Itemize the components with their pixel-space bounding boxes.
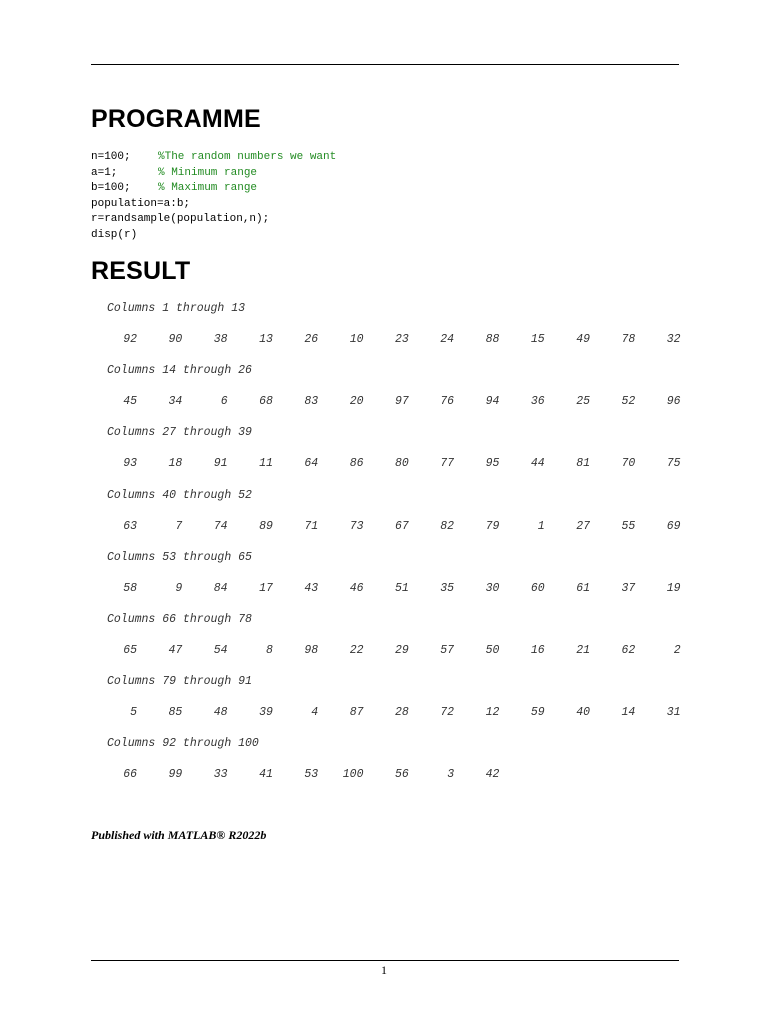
value-cell: 87 — [349, 706, 364, 720]
page-number: 1 — [381, 963, 387, 977]
value-cell: 85 — [168, 706, 183, 720]
value-cell: 63 — [123, 519, 137, 533]
value-cell: 21 — [576, 644, 590, 657]
value-cell: 14 — [621, 706, 636, 720]
value-cell: 43 — [304, 581, 319, 595]
value-cell: 19 — [666, 581, 681, 595]
value-cell: 100 — [342, 768, 364, 782]
value-cell: 66 — [123, 768, 137, 782]
value-cell: 70 — [621, 457, 636, 471]
value-cell: 96 — [666, 395, 681, 409]
columns-header: Columns 92 through 100 — [107, 737, 259, 751]
value-cell: 48 — [213, 706, 228, 720]
value-cell: 93 — [123, 457, 137, 471]
value-cell: 39 — [259, 706, 273, 720]
value-cell: 64 — [304, 457, 319, 471]
value-cell: 84 — [213, 581, 228, 595]
result-heading: RESULT — [91, 257, 191, 285]
value-cell: 45 — [123, 395, 137, 409]
value-cell: 42 — [485, 768, 500, 782]
value-cell: 40 — [576, 706, 590, 720]
value-cell: 73 — [349, 519, 364, 533]
value-cell: 27 — [576, 519, 590, 533]
value-cell: 54 — [213, 644, 228, 657]
value-cell: 33 — [213, 768, 228, 782]
value-cell: 60 — [530, 581, 545, 595]
value-cell: 52 — [621, 395, 636, 409]
value-cell: 29 — [394, 644, 409, 657]
value-cell: 77 — [440, 457, 455, 471]
value-cell: 36 — [530, 395, 545, 409]
code-statement: n=100; — [91, 151, 131, 163]
value-cell: 5 — [130, 706, 137, 720]
columns-header: Columns 79 through 91 — [107, 675, 252, 689]
value-cell: 8 — [265, 644, 273, 657]
value-cell: 3 — [447, 768, 455, 782]
value-cell: 46 — [349, 581, 364, 595]
value-cell: 74 — [213, 519, 228, 533]
value-cell: 34 — [168, 395, 183, 409]
value-cell: 90 — [168, 333, 183, 346]
value-cell: 95 — [485, 457, 500, 471]
value-cell: 9 — [175, 581, 183, 595]
value-cell: 17 — [259, 581, 273, 595]
value-cell: 49 — [576, 333, 590, 346]
code-comment: % Minimum range — [158, 166, 258, 179]
columns-header: Columns 53 through 65 — [107, 550, 252, 564]
value-cell: 41 — [259, 768, 273, 782]
value-cell: 57 — [440, 644, 455, 657]
value-cell: 31 — [666, 706, 681, 720]
value-cell: 32 — [666, 333, 681, 346]
value-cell: 59 — [530, 706, 545, 720]
values-row — [0, 395, 768, 409]
values-row — [0, 644, 768, 658]
value-cell: 53 — [304, 768, 319, 782]
value-cell: 65 — [123, 644, 137, 657]
value-cell: 98 — [304, 644, 319, 657]
value-cell: 89 — [259, 519, 273, 533]
value-cell: 61 — [576, 581, 590, 595]
value-cell: 71 — [304, 519, 319, 533]
columns-header: Columns 66 through 78 — [107, 613, 252, 626]
value-cell: 80 — [394, 457, 409, 471]
values-row — [0, 333, 768, 347]
value-cell: 81 — [576, 457, 590, 471]
value-cell: 94 — [485, 395, 500, 409]
value-cell: 18 — [168, 457, 183, 471]
columns-header: Columns 27 through 39 — [107, 426, 252, 440]
value-cell: 25 — [576, 395, 590, 409]
value-cell: 38 — [213, 333, 228, 346]
value-cell: 10 — [349, 333, 364, 346]
value-cell: 68 — [259, 395, 273, 409]
value-cell: 35 — [440, 581, 455, 595]
value-cell: 15 — [530, 333, 545, 346]
code-comment: %The random numbers we want — [158, 151, 337, 163]
value-cell: 69 — [666, 519, 681, 533]
value-cell: 28 — [394, 706, 409, 720]
value-cell: 13 — [259, 333, 273, 346]
value-cell: 47 — [168, 644, 183, 657]
code-comment: % Maximum range — [158, 182, 258, 195]
value-cell: 44 — [530, 457, 545, 471]
value-cell: 72 — [440, 706, 455, 720]
value-cell: 23 — [394, 333, 409, 346]
columns-header: Columns 14 through 26 — [107, 364, 252, 378]
value-cell: 6 — [220, 395, 228, 409]
value-cell: 55 — [621, 519, 636, 533]
value-cell: 62 — [621, 644, 636, 657]
value-cell: 88 — [485, 333, 500, 346]
code-statement: b=100; — [91, 182, 131, 195]
value-cell: 24 — [440, 333, 455, 346]
value-cell: 1 — [537, 519, 545, 533]
value-cell: 26 — [304, 333, 319, 346]
value-cell: 75 — [666, 457, 681, 471]
value-cell: 76 — [440, 395, 455, 409]
value-cell: 22 — [349, 644, 364, 657]
value-cell: 97 — [394, 395, 409, 409]
value-cell: 16 — [530, 644, 545, 657]
value-cell: 99 — [168, 768, 183, 782]
value-cell: 30 — [485, 581, 500, 595]
code-statement: a=1; — [91, 166, 118, 179]
value-cell: 58 — [123, 581, 137, 595]
columns-header: Columns 40 through 52 — [107, 488, 252, 502]
value-cell: 79 — [485, 519, 500, 533]
code-statement: population=a:b; — [91, 197, 191, 210]
value-cell: 20 — [349, 395, 364, 409]
value-cell: 37 — [621, 581, 636, 595]
published-note: Published with MATLAB® R2022b — [91, 828, 267, 842]
programme-heading: PROGRAMME — [91, 105, 261, 133]
value-cell: 4 — [311, 706, 319, 720]
value-cell: 7 — [175, 519, 183, 533]
value-cell: 2 — [673, 644, 681, 657]
value-cell: 67 — [394, 519, 409, 533]
value-cell: 50 — [485, 644, 500, 657]
values-row — [0, 582, 768, 596]
code-statement: r=randsample(population,n); — [91, 213, 270, 226]
value-cell: 78 — [621, 333, 636, 346]
value-cell: 51 — [394, 581, 409, 595]
value-cell: 56 — [394, 768, 409, 782]
value-cell: 82 — [440, 519, 455, 533]
code-statement: disp(r) — [91, 228, 138, 241]
value-cell: 91 — [213, 457, 228, 471]
value-cell: 86 — [349, 457, 364, 471]
value-cell: 11 — [259, 457, 273, 471]
values-row — [0, 768, 768, 782]
values-row — [0, 520, 768, 534]
columns-header: Columns 1 through 13 — [107, 302, 246, 315]
value-cell: 83 — [304, 395, 319, 409]
value-cell: 12 — [485, 706, 500, 720]
footer-rule — [91, 960, 679, 961]
values-row — [0, 457, 768, 471]
values-row — [0, 706, 768, 720]
value-cell: 92 — [123, 333, 137, 346]
